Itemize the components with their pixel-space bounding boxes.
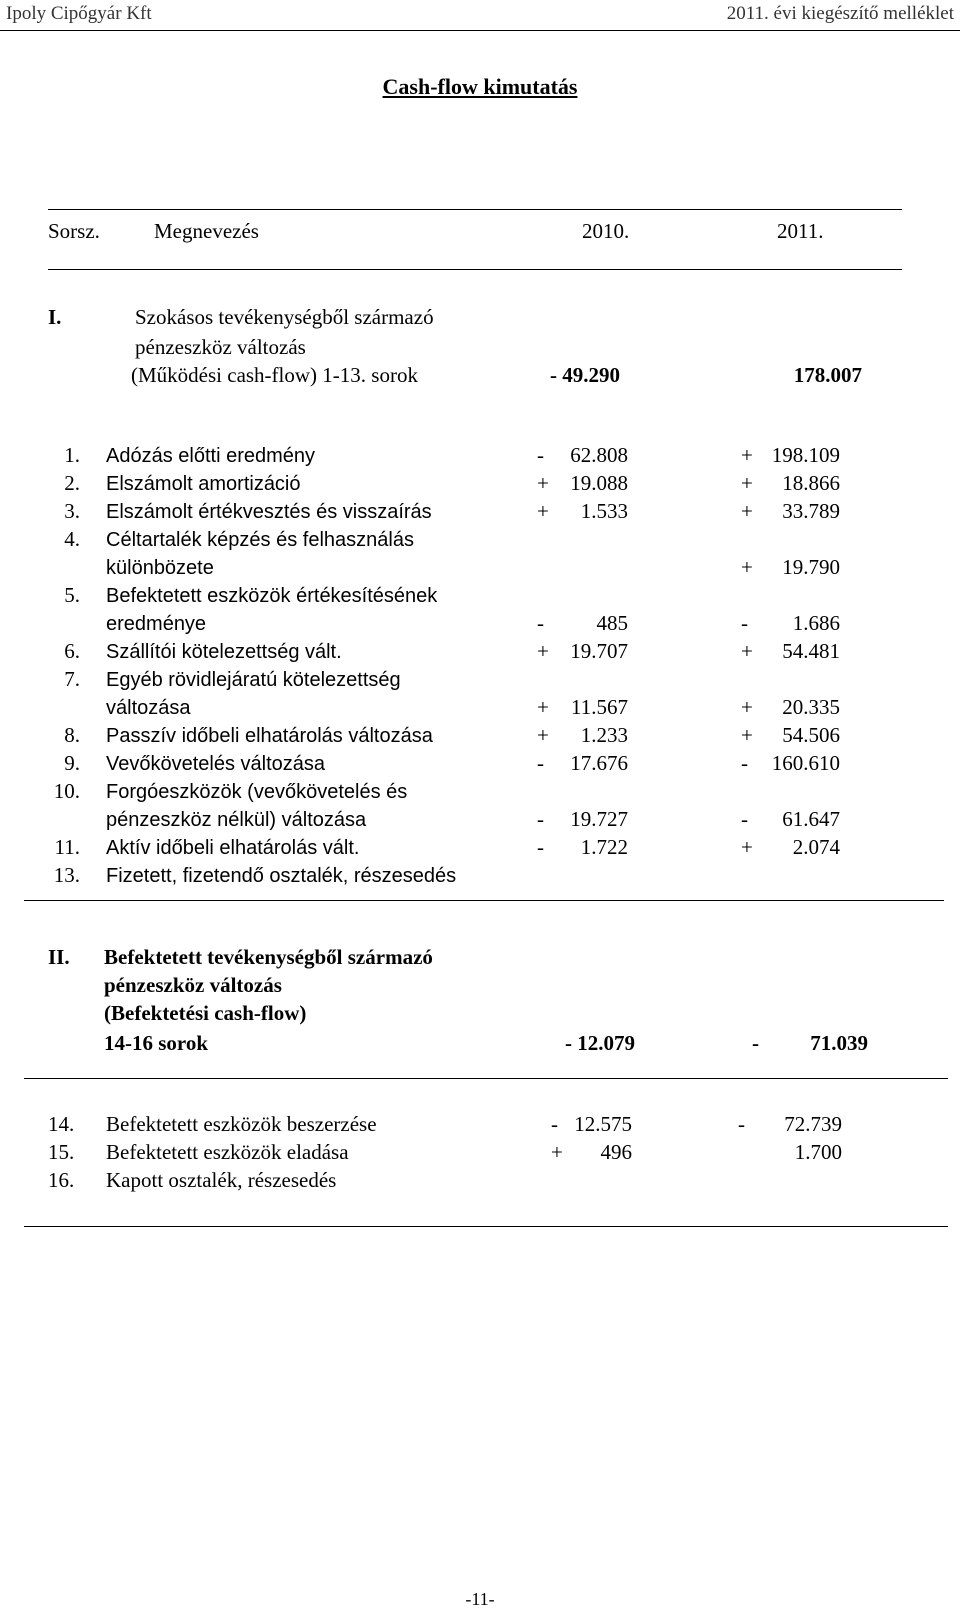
row-label: Szállítói kötelezettség vált. (106, 641, 342, 663)
row-number: 3. (64, 499, 80, 523)
value-2010-sign: - (537, 835, 544, 859)
value-2010: 485 (596, 611, 628, 635)
column-no: Sorsz. (48, 219, 100, 243)
section1-title-line2: pénzeszköz változás (135, 335, 306, 359)
row-label: Egyéb rövidlejáratú kötelezettség (106, 669, 401, 691)
section1-title-line1: Szokásos tevékenységből származó (135, 305, 434, 329)
value-2011: 54.506 (782, 723, 840, 747)
value-2011-sign: - (738, 1112, 745, 1136)
value-2010-sign: + (537, 499, 549, 523)
row-label: Forgóeszközök (vevőkövetelés és (106, 781, 408, 803)
value-2010: 62.808 (570, 443, 628, 467)
value-2011-sign: + (741, 555, 753, 579)
row-label: Adózás előtti eredmény (106, 445, 316, 467)
value-2010-sign: + (537, 639, 549, 663)
column-header-bottom-rule (48, 269, 902, 270)
row-number: 16. (48, 1168, 75, 1192)
value-2011: 198.109 (771, 443, 840, 467)
value-2011-sign: + (741, 835, 753, 859)
section1-title-line3: (Működési cash-flow) 1-13. sorok (131, 363, 418, 387)
row-label: Befektetett eszközök beszerzése (106, 1112, 377, 1136)
value-2010: 1.233 (580, 723, 628, 747)
value-2010: 11.567 (571, 695, 628, 719)
value-2011-sign: - (741, 611, 748, 635)
value-2010: 12.575 (574, 1112, 632, 1136)
page-title: Cash-flow kimutatás (382, 74, 578, 99)
header-rule (0, 30, 960, 31)
row-number: 9. (64, 751, 80, 775)
row-number: 10. (53, 779, 80, 803)
value-2010: 19.088 (570, 471, 628, 495)
section2-title-line2: pénzeszköz változás (104, 973, 282, 997)
value-2010: 496 (600, 1140, 632, 1164)
section2-end-rule (24, 1226, 948, 1227)
row-number: 14. (48, 1112, 75, 1136)
row-number: 2. (64, 471, 80, 495)
value-2010: 17.676 (570, 751, 628, 775)
section1-total-2010: - 49.290 (550, 363, 620, 387)
value-2011: 72.739 (784, 1112, 842, 1136)
section2-title-line3: (Befektetési cash-flow) (104, 1001, 307, 1025)
row-label-continued: változása (106, 697, 191, 719)
column-2010: 2010. (582, 219, 630, 243)
value-2010-sign: - (537, 611, 544, 635)
value-2011: 1.686 (792, 611, 840, 635)
row-number: 15. (48, 1140, 75, 1164)
value-2010-sign: - (537, 807, 544, 831)
row-label-continued: eredménye (106, 613, 207, 635)
page-number: -11- (465, 1589, 495, 1609)
section2-title-line1: Befektetett tevékenységből származó (104, 945, 433, 969)
row-number: 1. (64, 443, 80, 467)
row-label: Céltartalék képzés és felhasználás (106, 529, 414, 551)
column-2011: 2011. (777, 219, 824, 243)
value-2011-sign: + (741, 695, 753, 719)
value-2010: 19.727 (570, 807, 628, 831)
value-2010: 19.707 (570, 639, 628, 663)
value-2011-sign: + (741, 471, 753, 495)
value-2011-sign: - (741, 807, 748, 831)
row-label: Befektetett eszközök értékesítésének (106, 585, 438, 607)
value-2011: 2.074 (792, 835, 840, 859)
value-2011: 1.700 (794, 1140, 842, 1164)
value-2011-sign: + (741, 499, 753, 523)
value-2010-sign: + (537, 471, 549, 495)
section2-total-2010: - 12.079 (565, 1031, 635, 1055)
value-2011: 33.789 (782, 499, 840, 523)
section2-title-line4: 14-16 sorok (104, 1031, 209, 1055)
section1-end-rule (24, 900, 944, 901)
row-label: Befektetett eszközök eladása (106, 1140, 349, 1164)
row-label: Elszámolt amortizáció (106, 473, 301, 495)
row-label: Elszámolt értékvesztés és visszaírás (106, 501, 432, 523)
row-number: 4. (64, 527, 80, 551)
row-number: 8. (64, 723, 80, 747)
row-label-continued: pénzeszköz nélkül) változása (106, 809, 367, 831)
value-2010-sign: + (537, 695, 549, 719)
row-number: 6. (64, 639, 80, 663)
section2-header-rule (24, 1078, 948, 1079)
value-2011: 54.481 (782, 639, 840, 663)
value-2011-sign: + (741, 443, 753, 467)
value-2011: 61.647 (782, 807, 840, 831)
row-number: 13. (53, 863, 80, 887)
value-2010-sign: - (537, 751, 544, 775)
value-2010-sign: + (551, 1140, 563, 1164)
row-number: 5. (64, 583, 80, 607)
value-2011: 160.610 (771, 751, 840, 775)
row-label: Fizetett, fizetendő osztalék, részesedés (106, 865, 457, 887)
value-2010-sign: - (551, 1112, 558, 1136)
section2-total-2011: 71.039 (810, 1031, 868, 1055)
header-document: 2011. évi kiegészítő melléklet (726, 3, 954, 24)
value-2011-sign: + (741, 639, 753, 663)
row-label: Kapott osztalék, részesedés (106, 1168, 337, 1192)
row-label: Passzív időbeli elhatárolás változása (106, 725, 433, 747)
value-2011: 19.790 (782, 555, 840, 579)
row-label: Vevőkövetelés változása (106, 753, 326, 775)
value-2010: 1.722 (580, 835, 628, 859)
value-2011: 18.866 (782, 471, 840, 495)
section1-total-2011: 178.007 (793, 363, 862, 387)
value-2011: 20.335 (782, 695, 840, 719)
column-name: Megnevezés (154, 219, 259, 243)
row-number: 7. (64, 667, 80, 691)
value-2011-sign: - (741, 751, 748, 775)
row-label-continued: különbözete (106, 557, 214, 579)
row-number: 11. (54, 835, 80, 859)
value-2010: 1.533 (580, 499, 628, 523)
value-2010-sign: - (537, 443, 544, 467)
section2-roman: II. (48, 945, 70, 969)
section1-roman: I. (48, 305, 62, 329)
section2-total-2011-sign: - (752, 1031, 759, 1055)
row-label: Aktív időbeli elhatárolás vált. (106, 837, 360, 859)
header-company: Ipoly Cipőgyár Kft (6, 3, 152, 24)
value-2010-sign: + (537, 723, 549, 747)
value-2011-sign: + (741, 723, 753, 747)
column-header-top-rule (48, 209, 902, 210)
